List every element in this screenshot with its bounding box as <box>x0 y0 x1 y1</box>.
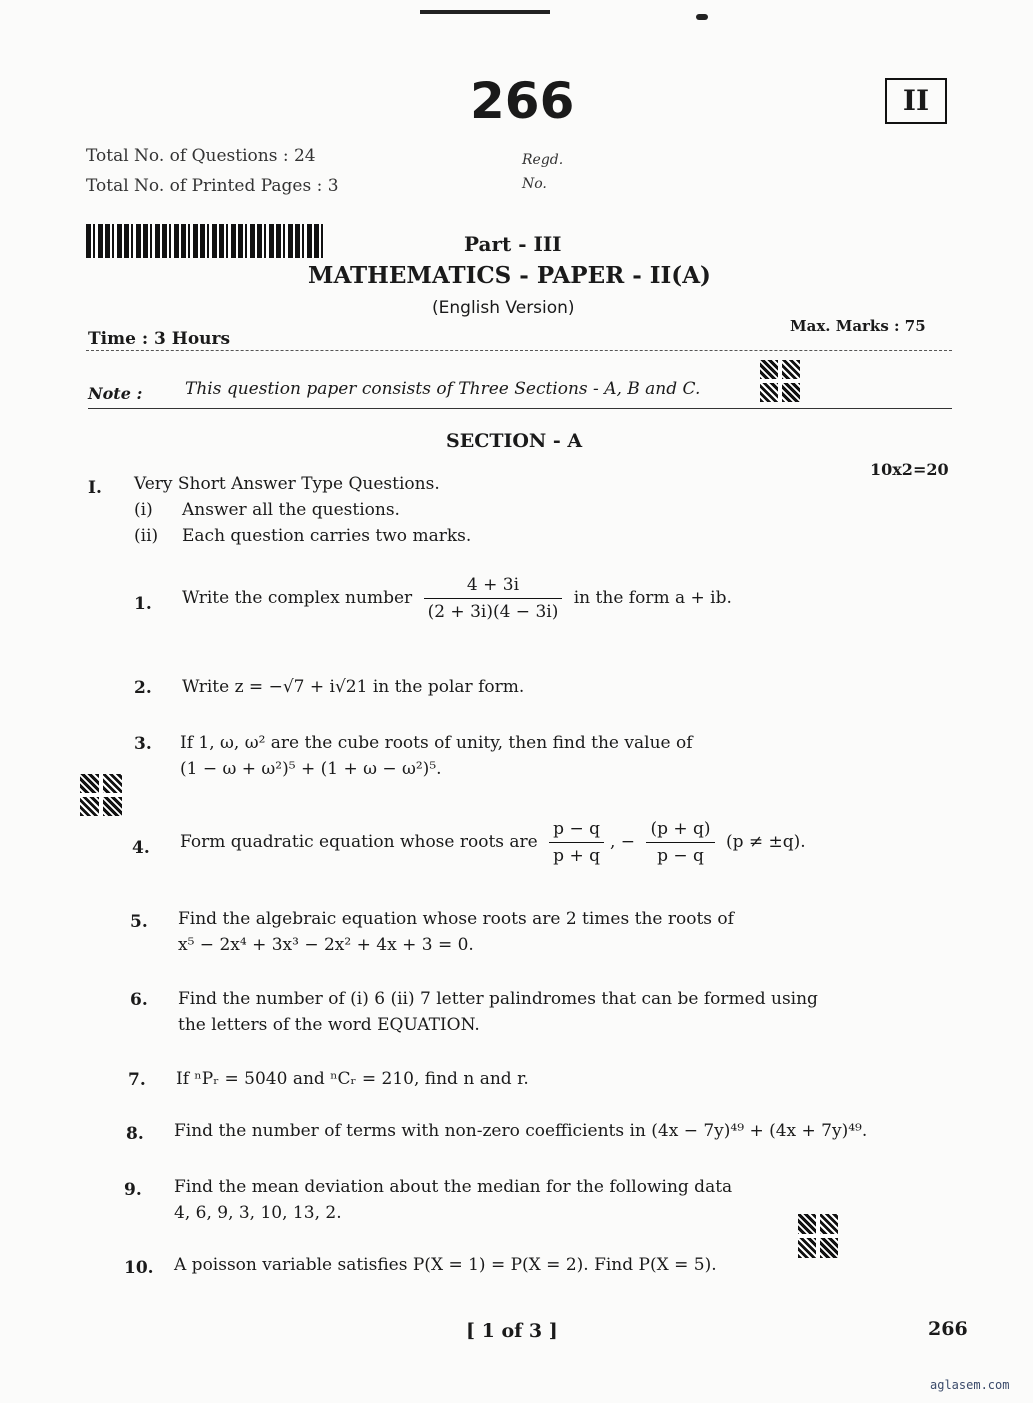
fraction-denominator: (2 + 3i)(4 − 3i) <box>427 602 559 622</box>
barcode <box>86 224 324 258</box>
question-number: 4. <box>132 838 150 858</box>
instruction-text: Answer all the questions. <box>182 500 400 520</box>
question-text: Write z = −√7 + i√21 in the polar form. <box>182 677 525 697</box>
fraction <box>646 816 714 869</box>
part-heading: Part - III <box>464 232 562 256</box>
footer-paper-code: 266 <box>928 1318 968 1340</box>
instruction-number: (i) <box>134 500 153 520</box>
fraction <box>424 572 563 625</box>
note-label: Note : <box>88 384 143 403</box>
question-text: Find the algebraic equation whose roots are 2 times the roots of <box>178 909 734 929</box>
paper-code: 266 <box>470 72 575 130</box>
question-number: 8. <box>126 1124 144 1144</box>
instruction-text: Each question carries two marks. <box>182 526 472 546</box>
question-text: the letters of the word EQUATION. <box>178 1015 480 1035</box>
qr-code <box>798 1214 838 1258</box>
question-text: If 1, ω, ω² are the cube roots of unity, then find the value of <box>180 733 693 753</box>
question-text: A poisson variable satisfies P(X = 1) = P(X = 2). Find P(X = 5). <box>174 1255 717 1275</box>
question-4 <box>180 816 806 869</box>
question-text: If ⁿPᵣ = 5040 and ⁿCᵣ = 210, find n and r. <box>176 1069 529 1089</box>
qr-code <box>760 360 800 402</box>
question-text: in the form a + ib. <box>573 588 732 608</box>
note-text: This question paper consists of Three Sections - A, B and C. <box>185 379 701 399</box>
question-text: Find the number of terms with non-zero coefficients in (4x − 7y)⁴⁹ + (4x + 7y)⁴⁹. <box>174 1121 868 1141</box>
question-number: 3. <box>134 734 152 754</box>
top-scan-line <box>420 10 550 14</box>
set-number-box: II <box>885 78 947 124</box>
regd-no-label: No. <box>522 176 547 192</box>
question-number: 9. <box>124 1180 142 1200</box>
question-number: 2. <box>134 678 152 698</box>
section-title: SECTION - A <box>446 430 583 452</box>
question-text: x⁵ − 2x⁴ + 3x³ − 2x² + 4x + 3 = 0. <box>178 935 474 955</box>
question-text: 4, 6, 9, 3, 10, 13, 2. <box>174 1203 342 1223</box>
instruction-number: (ii) <box>134 526 159 546</box>
top-scan-dot <box>696 14 708 20</box>
regd-label: Regd. <box>522 152 564 168</box>
question-text: (p ≠ ±q). <box>725 832 806 852</box>
total-questions: Total No. of Questions : 24 <box>86 146 316 166</box>
question-text: , − <box>609 832 636 852</box>
question-number: 7. <box>128 1070 146 1090</box>
question-group-intro: Very Short Answer Type Questions. <box>134 474 440 494</box>
total-pages: Total No. of Printed Pages : 3 <box>86 176 339 196</box>
time-allowed: Time : 3 Hours <box>88 329 231 349</box>
fraction-numerator: p − q <box>549 816 604 843</box>
question-1 <box>182 572 732 625</box>
question-number: 10. <box>124 1258 154 1278</box>
language-version: (English Version) <box>432 298 575 318</box>
subject-title: MATHEMATICS - PAPER - II(A) <box>308 262 711 289</box>
fraction-denominator: p + q <box>553 846 600 866</box>
fraction-numerator: (p + q) <box>646 816 714 843</box>
watermark: aglasem.com <box>930 1378 1010 1392</box>
question-text: Form quadratic equation whose roots are <box>180 832 538 852</box>
fraction-denominator: p − q <box>657 846 704 866</box>
section-marks: 10x2=20 <box>870 460 949 479</box>
question-number: 1. <box>134 594 152 614</box>
divider <box>88 408 952 409</box>
qr-code <box>80 774 122 816</box>
question-group-number: I. <box>88 478 102 498</box>
fraction-numerator: 4 + 3i <box>424 572 563 599</box>
question-number: 6. <box>130 990 148 1010</box>
question-text: Find the mean deviation about the median for the following data <box>174 1177 733 1197</box>
question-text: Find the number of (i) 6 (ii) 7 letter palindromes that can be formed using <box>178 989 818 1009</box>
question-text: Write the complex number <box>182 588 413 608</box>
max-marks: Max. Marks : 75 <box>790 317 926 335</box>
page-indicator: [ 1 of 3 ] <box>466 1320 558 1342</box>
question-text: (1 − ω + ω²)⁵ + (1 + ω − ω²)⁵. <box>180 759 442 779</box>
question-number: 5. <box>130 912 148 932</box>
divider <box>86 350 952 351</box>
fraction <box>549 816 604 869</box>
